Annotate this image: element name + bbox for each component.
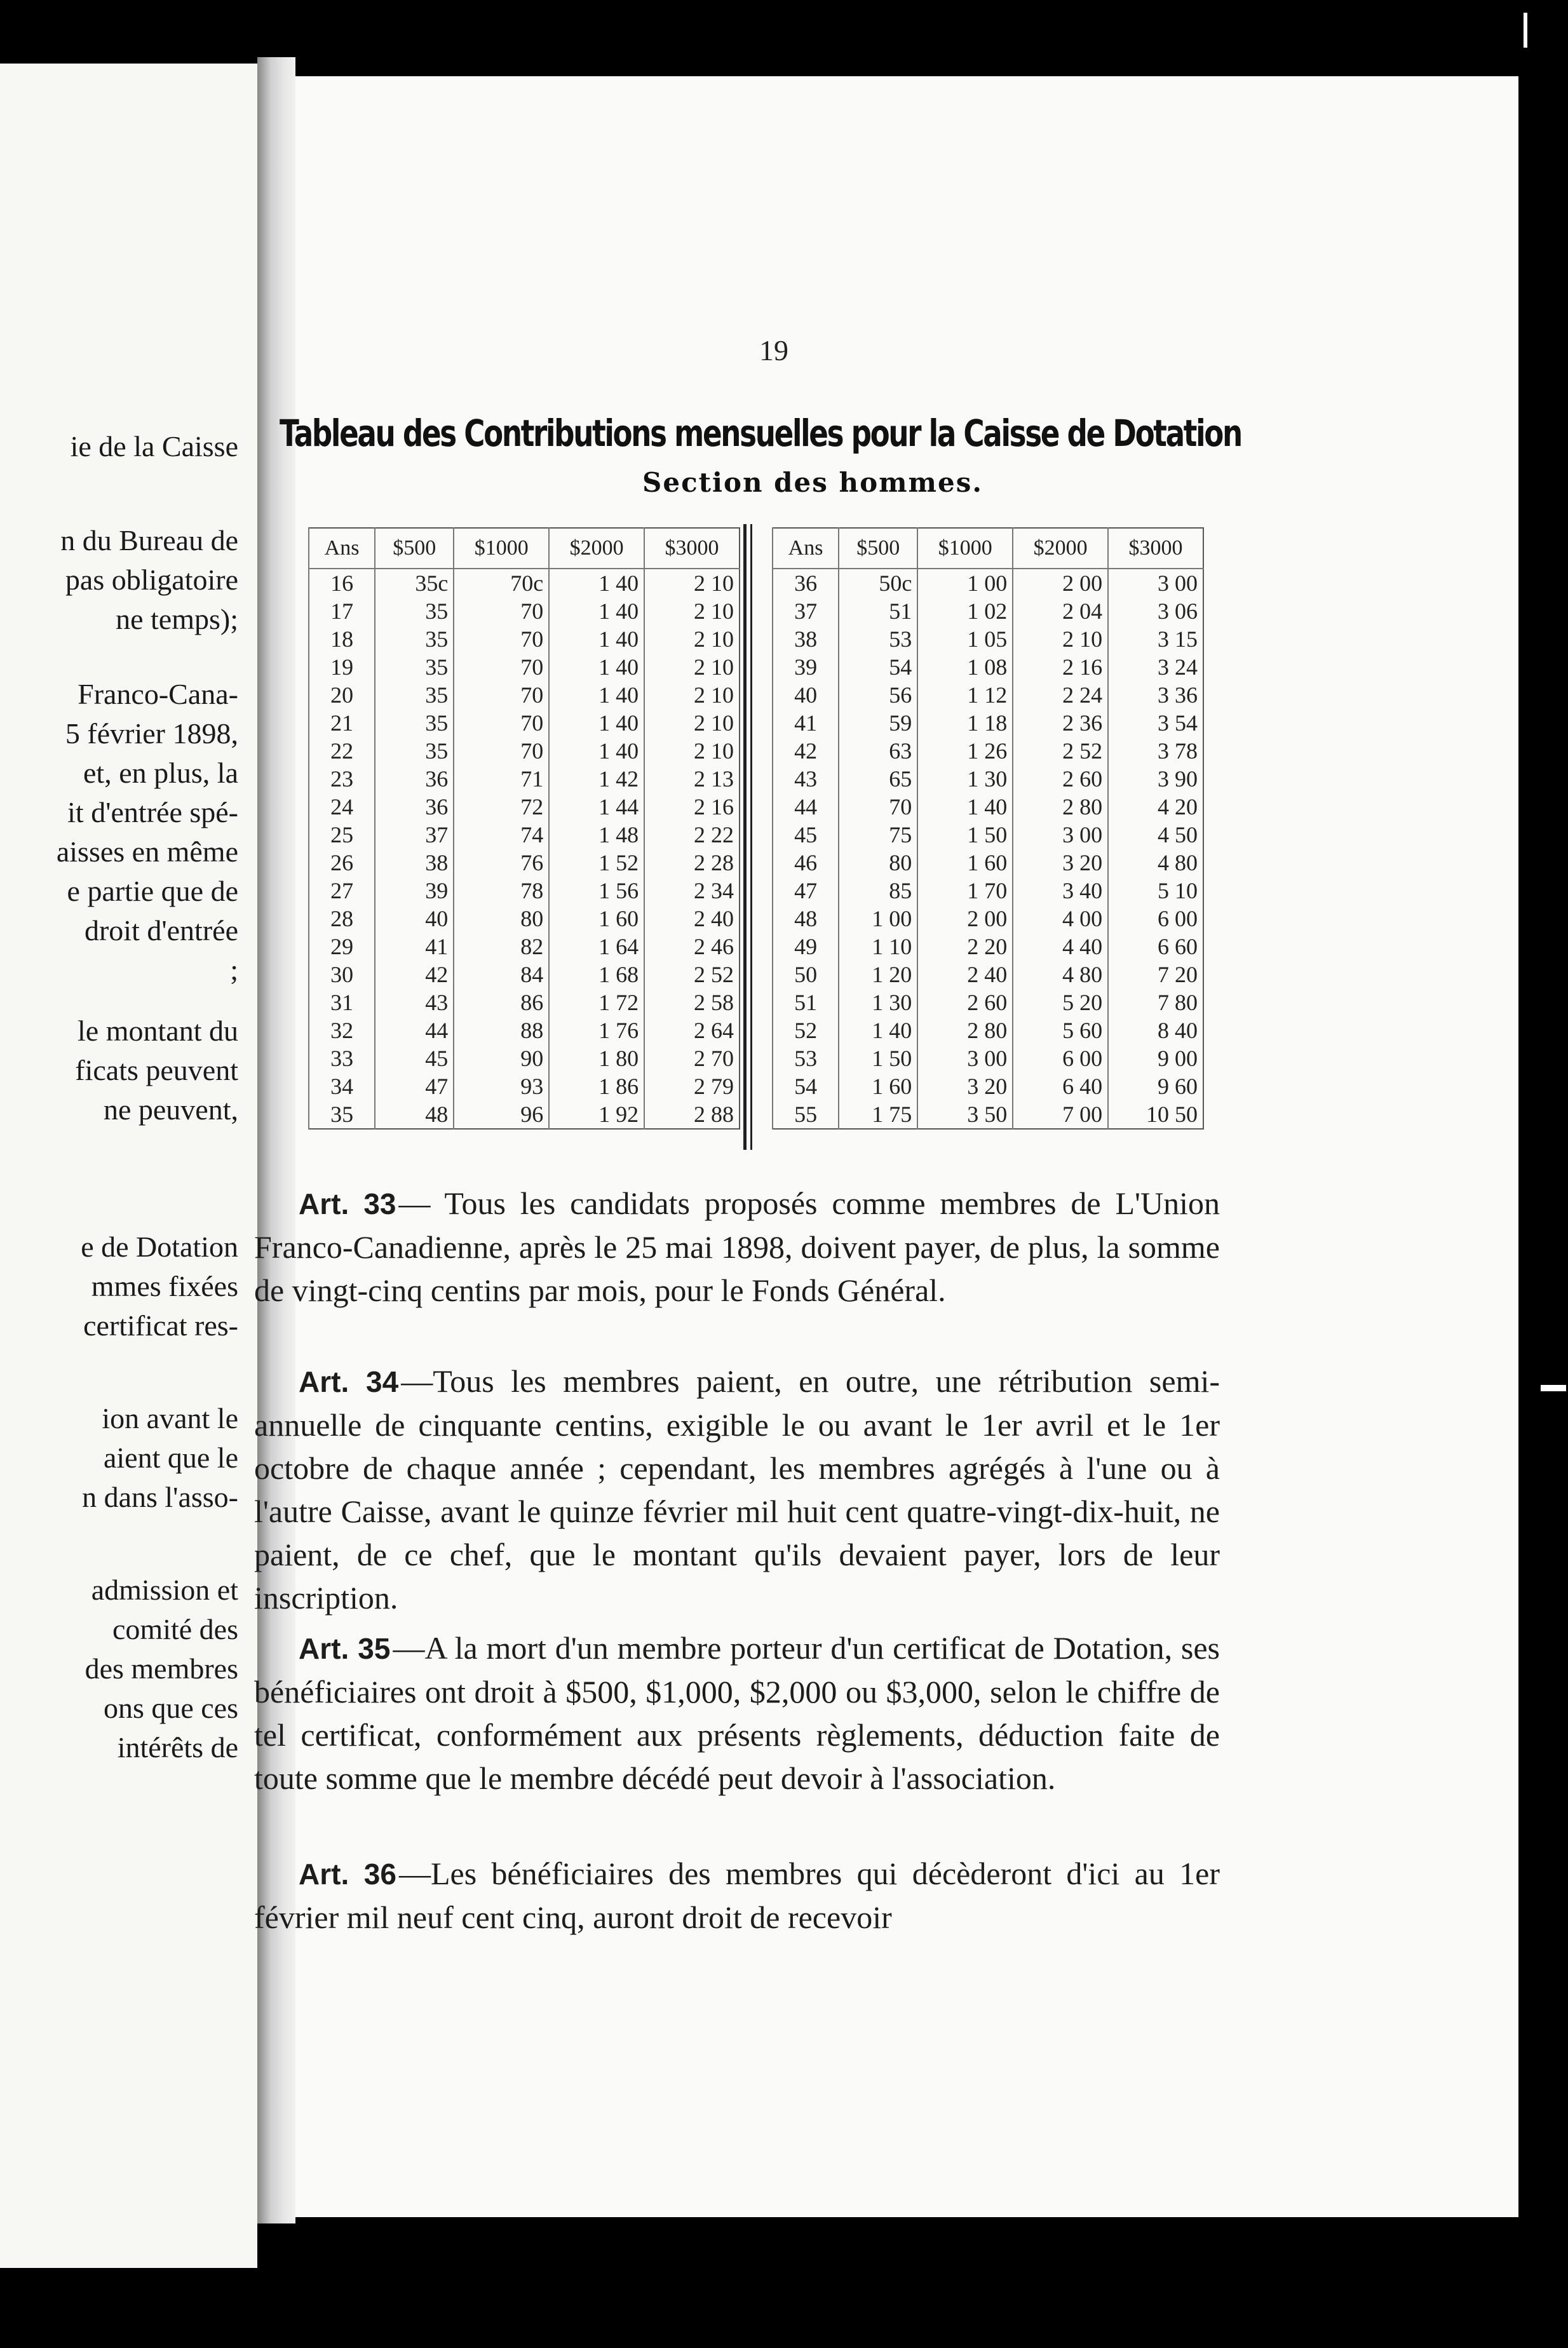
age-cell: 54: [773, 1072, 839, 1100]
contribution-cell: 3 20: [917, 1072, 1013, 1100]
table-row: [773, 681, 1203, 709]
contribution-cell: 72: [454, 793, 549, 821]
contribution-cell: 40: [375, 905, 454, 933]
contribution-cell: 35: [375, 737, 454, 765]
contribution-cell: 3 15: [1108, 625, 1203, 653]
table-row: [773, 961, 1203, 988]
contribution-cell: 56: [839, 681, 917, 709]
column-header-500: $500: [375, 528, 454, 569]
contributions-table-right: [772, 527, 1204, 1130]
age-cell: 43: [773, 765, 839, 793]
contribution-cell: 43: [375, 988, 454, 1016]
left-line: mmes fixées: [91, 1270, 238, 1302]
age-cell: 22: [309, 737, 375, 765]
column-header-age: Ans: [773, 528, 839, 569]
contribution-cell: 2 22: [644, 821, 740, 849]
contribution-cell: 70: [454, 597, 549, 625]
contribution-cell: 1 92: [549, 1100, 644, 1129]
left-line: ie de la Caisse: [70, 430, 238, 462]
table-row: [773, 765, 1203, 793]
contribution-cell: 38: [375, 849, 454, 877]
age-cell: 18: [309, 625, 375, 653]
table-row: [773, 1044, 1203, 1072]
age-cell: 28: [309, 905, 375, 933]
contribution-cell: 2 88: [644, 1100, 740, 1129]
contribution-cell: 88: [454, 1016, 549, 1044]
article-text: —A la mort d'un membre porteur d'un certificat de Dotation, ses bénéficiaires ont droit à $500, $1,000, $2,000 ou $3,000, selon le chiffre de tel certificat, conformément aux présents règlements, déduction faite de toute somme que le membre décédé peut devoir à l'association.: [254, 1630, 1220, 1796]
age-cell: 36: [773, 569, 839, 597]
contribution-cell: 3 24: [1108, 653, 1203, 681]
article-33: [254, 1182, 1220, 1312]
age-cell: 27: [309, 877, 375, 905]
contribution-cell: 70: [839, 793, 917, 821]
left-page-fragment: [0, 64, 257, 2268]
table-row: [309, 681, 740, 709]
column-header-3000: $3000: [1108, 528, 1203, 569]
age-cell: 25: [309, 821, 375, 849]
contribution-cell: 1 30: [839, 988, 917, 1016]
table-row: [309, 709, 740, 737]
article-text: — Tous les candidats proposés comme membres de L'Union Franco-Canadienne, après le 25 mai 1898, doivent payer, de plus, la somme de vingt-cinq centins par mois, pour le Fonds Général.: [254, 1185, 1220, 1308]
contribution-cell: 78: [454, 877, 549, 905]
contribution-cell: 1 40: [549, 709, 644, 737]
contribution-cell: 80: [839, 849, 917, 877]
left-line: ne temps);: [116, 603, 238, 635]
contribution-cell: 8 40: [1108, 1016, 1203, 1044]
contribution-cell: 1 12: [917, 681, 1013, 709]
age-cell: 55: [773, 1100, 839, 1129]
contribution-cell: 86: [454, 988, 549, 1016]
table-row: [309, 933, 740, 961]
contribution-cell: 6 00: [1013, 1044, 1108, 1072]
contribution-cell: 1 56: [549, 877, 644, 905]
contribution-cell: 1 76: [549, 1016, 644, 1044]
table-header-row: [773, 528, 1203, 569]
left-line: e partie que de: [67, 875, 238, 907]
article-text: —Tous les membres paient, en outre, une rétribution semi-annuelle de cinquante centins, exigible le ou avant le 1er avril et le 1er octobre de chaque année ; cependant, les membres agrégés à l'une ou à l'autre Caisse, avant le quinze février mil huit cent quatre-vingt-dix-huit, ne paient, de ce chef, que le montant qu'ils devaient payer, lors de leur inscription.: [254, 1363, 1220, 1616]
age-cell: 31: [309, 988, 375, 1016]
left-line: ;: [230, 954, 238, 986]
contribution-cell: 70: [454, 737, 549, 765]
left-line: pas obligatoire: [65, 563, 238, 596]
age-cell: 51: [773, 988, 839, 1016]
contribution-cell: 53: [839, 625, 917, 653]
age-cell: 26: [309, 849, 375, 877]
contribution-cell: 1 02: [917, 597, 1013, 625]
article-35: [254, 1626, 1220, 1800]
contribution-cell: 2 40: [644, 905, 740, 933]
left-line: e de Dotation: [81, 1231, 238, 1263]
contribution-cell: 3 90: [1108, 765, 1203, 793]
contribution-cell: 85: [839, 877, 917, 905]
contribution-cell: 3 54: [1108, 709, 1203, 737]
contribution-cell: 2 10: [644, 681, 740, 709]
contribution-cell: 6 00: [1108, 905, 1203, 933]
contribution-cell: 7 20: [1108, 961, 1203, 988]
age-cell: 52: [773, 1016, 839, 1044]
contribution-cell: 3 00: [1108, 569, 1203, 597]
contribution-cell: 3 20: [1013, 849, 1108, 877]
contribution-cell: 1 60: [917, 849, 1013, 877]
age-cell: 35: [309, 1100, 375, 1129]
contribution-cell: 1 80: [549, 1044, 644, 1072]
contribution-cell: 4 00: [1013, 905, 1108, 933]
table-row: [309, 849, 740, 877]
age-cell: 23: [309, 765, 375, 793]
contribution-cell: 35: [375, 709, 454, 737]
contribution-cell: 1 20: [839, 961, 917, 988]
contribution-cell: 96: [454, 1100, 549, 1129]
contribution-cell: 93: [454, 1072, 549, 1100]
age-cell: 17: [309, 597, 375, 625]
age-cell: 50: [773, 961, 839, 988]
table-row: [773, 933, 1203, 961]
contribution-cell: 2 28: [644, 849, 740, 877]
contribution-cell: 70: [454, 681, 549, 709]
left-line: ion avant le: [102, 1402, 238, 1434]
contribution-cell: 70: [454, 625, 549, 653]
contribution-cell: 45: [375, 1044, 454, 1072]
contribution-cell: 47: [375, 1072, 454, 1100]
age-cell: 40: [773, 681, 839, 709]
age-cell: 41: [773, 709, 839, 737]
age-cell: 16: [309, 569, 375, 597]
contribution-cell: 2 24: [1013, 681, 1108, 709]
contribution-cell: 1 40: [917, 793, 1013, 821]
table-row: [773, 625, 1203, 653]
age-cell: 24: [309, 793, 375, 821]
left-line: n dans l'asso-: [82, 1481, 238, 1513]
table-row: [309, 1100, 740, 1129]
age-cell: 53: [773, 1044, 839, 1072]
contribution-cell: 2 60: [1013, 765, 1108, 793]
contribution-cell: 42: [375, 961, 454, 988]
table-row: [773, 905, 1203, 933]
contribution-cell: 2 20: [917, 933, 1013, 961]
contribution-cell: 50c: [839, 569, 917, 597]
table-subtitle: Section des hommes.: [642, 467, 983, 498]
table-row: [773, 1016, 1203, 1044]
table-row: [773, 653, 1203, 681]
contribution-cell: 7 00: [1013, 1100, 1108, 1129]
contribution-cell: 41: [375, 933, 454, 961]
column-header-1000: $1000: [454, 528, 549, 569]
contribution-cell: 82: [454, 933, 549, 961]
contribution-cell: 65: [839, 765, 917, 793]
contribution-cell: 2 36: [1013, 709, 1108, 737]
contribution-cell: 1 40: [549, 681, 644, 709]
contribution-cell: 74: [454, 821, 549, 849]
left-line: aisses en même: [56, 835, 238, 868]
age-cell: 32: [309, 1016, 375, 1044]
column-header-3000: $3000: [644, 528, 740, 569]
contribution-cell: 2 00: [917, 905, 1013, 933]
contribution-cell: 1 05: [917, 625, 1013, 653]
contribution-cell: 1 60: [839, 1072, 917, 1100]
left-line: 5 février 1898,: [65, 717, 238, 750]
table-row: [773, 849, 1203, 877]
left-line: ficats peuvent: [75, 1054, 238, 1086]
contribution-cell: 54: [839, 653, 917, 681]
contribution-cell: 1 60: [549, 905, 644, 933]
age-cell: 47: [773, 877, 839, 905]
contribution-cell: 1 00: [917, 569, 1013, 597]
contribution-cell: 2 04: [1013, 597, 1108, 625]
contribution-cell: 1 50: [839, 1044, 917, 1072]
table-row: [773, 988, 1203, 1016]
table-row: [773, 737, 1203, 765]
table-row: [309, 905, 740, 933]
contribution-cell: 36: [375, 793, 454, 821]
table-row: [773, 793, 1203, 821]
age-cell: 19: [309, 653, 375, 681]
contribution-cell: 1 72: [549, 988, 644, 1016]
contribution-cell: 3 06: [1108, 597, 1203, 625]
table-row: [309, 625, 740, 653]
table-header-row: [309, 528, 740, 569]
contribution-cell: 44: [375, 1016, 454, 1044]
contribution-cell: 2 10: [644, 625, 740, 653]
contribution-cell: 5 20: [1013, 988, 1108, 1016]
contribution-cell: 3 36: [1108, 681, 1203, 709]
left-line: le montant du: [78, 1015, 238, 1047]
left-line: droit d'entrée: [84, 914, 238, 947]
contribution-cell: 3 00: [917, 1044, 1013, 1072]
contribution-cell: 1 42: [549, 765, 644, 793]
contribution-cell: 76: [454, 849, 549, 877]
column-header-1000: $1000: [917, 528, 1013, 569]
left-line: certificat res-: [83, 1309, 238, 1342]
left-line: Franco-Cana-: [78, 678, 238, 710]
age-cell: 38: [773, 625, 839, 653]
table-row: [309, 961, 740, 988]
table-row: [773, 597, 1203, 625]
contribution-cell: 9 60: [1108, 1072, 1203, 1100]
contribution-cell: 10 50: [1108, 1100, 1203, 1129]
contribution-cell: 70: [454, 653, 549, 681]
contribution-cell: 1 08: [917, 653, 1013, 681]
article-label: Art. 33: [299, 1187, 396, 1220]
contribution-cell: 3 40: [1013, 877, 1108, 905]
age-cell: 48: [773, 905, 839, 933]
age-cell: 34: [309, 1072, 375, 1100]
left-line: intérêts de: [117, 1731, 238, 1764]
contribution-cell: 2 10: [1013, 625, 1108, 653]
contribution-cell: 3 78: [1108, 737, 1203, 765]
contribution-cell: 4 20: [1108, 793, 1203, 821]
contribution-cell: 2 46: [644, 933, 740, 961]
contribution-cell: 1 18: [917, 709, 1013, 737]
contribution-cell: 2 10: [644, 653, 740, 681]
contribution-cell: 2 58: [644, 988, 740, 1016]
age-cell: 21: [309, 709, 375, 737]
contribution-cell: 39: [375, 877, 454, 905]
contribution-cell: 1 10: [839, 933, 917, 961]
contribution-cell: 71: [454, 765, 549, 793]
contribution-cell: 90: [454, 1044, 549, 1072]
contribution-cell: 1 40: [549, 569, 644, 597]
left-line: n du Bureau de: [60, 524, 238, 557]
table-row: [309, 877, 740, 905]
contribution-cell: 1 50: [917, 821, 1013, 849]
age-cell: 45: [773, 821, 839, 849]
contribution-cell: 1 00: [839, 905, 917, 933]
page-number: 19: [759, 334, 788, 367]
contribution-cell: 5 10: [1108, 877, 1203, 905]
left-line: comité des: [112, 1613, 238, 1645]
table-row: [309, 988, 740, 1016]
left-line: aient que le: [103, 1441, 238, 1474]
left-line: des membres: [84, 1652, 238, 1685]
table-row: [773, 1072, 1203, 1100]
contribution-cell: 2 79: [644, 1072, 740, 1100]
table-row: [309, 793, 740, 821]
contribution-cell: 80: [454, 905, 549, 933]
contribution-cell: 36: [375, 765, 454, 793]
contribution-cell: 37: [375, 821, 454, 849]
table-row: [309, 1044, 740, 1072]
contribution-cell: 35: [375, 625, 454, 653]
contribution-cell: 9 00: [1108, 1044, 1203, 1072]
article-34: [254, 1360, 1220, 1619]
contribution-cell: 51: [839, 597, 917, 625]
table-row: [309, 821, 740, 849]
contribution-cell: 5 60: [1013, 1016, 1108, 1044]
contribution-cell: 1 26: [917, 737, 1013, 765]
contribution-cell: 2 52: [1013, 737, 1108, 765]
contribution-cell: 1 40: [839, 1016, 917, 1044]
article-label: Art. 34: [299, 1365, 399, 1398]
contribution-cell: 2 80: [1013, 793, 1108, 821]
age-cell: 46: [773, 849, 839, 877]
contribution-cell: 4 50: [1108, 821, 1203, 849]
contribution-cell: 4 80: [1013, 961, 1108, 988]
left-line: et, en plus, la: [83, 757, 238, 789]
contribution-cell: 75: [839, 821, 917, 849]
contribution-cell: 7 80: [1108, 988, 1203, 1016]
contribution-cell: 2 52: [644, 961, 740, 988]
contribution-cell: 1 70: [917, 877, 1013, 905]
scan-mark: [1524, 13, 1527, 48]
table-row: [773, 821, 1203, 849]
contribution-cell: 35: [375, 597, 454, 625]
contribution-cell: 1 40: [549, 597, 644, 625]
contribution-cell: 4 80: [1108, 849, 1203, 877]
table-row: [773, 569, 1203, 597]
contributions-table-left: [308, 527, 740, 1130]
table-row: [309, 737, 740, 765]
contribution-cell: 48: [375, 1100, 454, 1129]
left-line: admission et: [91, 1574, 238, 1606]
scan-mark: [1541, 1385, 1566, 1391]
age-cell: 33: [309, 1044, 375, 1072]
contribution-cell: 6 60: [1108, 933, 1203, 961]
age-cell: 20: [309, 681, 375, 709]
column-header-2000: $2000: [1013, 528, 1108, 569]
contribution-cell: 2 70: [644, 1044, 740, 1072]
article-label: Art. 35: [299, 1632, 391, 1665]
contribution-cell: 1 40: [549, 653, 644, 681]
article-text: —Les bénéficiaires des membres qui décèderont d'ici au 1er février mil neuf cent cinq, auront droit de recevoir: [254, 1856, 1220, 1935]
contribution-cell: 84: [454, 961, 549, 988]
age-cell: 49: [773, 933, 839, 961]
table-row: [773, 1100, 1203, 1129]
contribution-cell: 2 80: [917, 1016, 1013, 1044]
contribution-cell: 2 40: [917, 961, 1013, 988]
contribution-cell: 1 30: [917, 765, 1013, 793]
column-header-2000: $2000: [549, 528, 644, 569]
contribution-cell: 2 13: [644, 765, 740, 793]
table-row: [773, 877, 1203, 905]
contribution-cell: 1 44: [549, 793, 644, 821]
column-header-500: $500: [839, 528, 917, 569]
contribution-cell: 1 40: [549, 625, 644, 653]
age-cell: 29: [309, 933, 375, 961]
contribution-cell: 1 75: [839, 1100, 917, 1129]
contribution-cell: 2 16: [1013, 653, 1108, 681]
contribution-cell: 63: [839, 737, 917, 765]
contribution-cell: 35: [375, 653, 454, 681]
contribution-cell: 2 10: [644, 597, 740, 625]
contribution-cell: 1 52: [549, 849, 644, 877]
age-cell: 37: [773, 597, 839, 625]
left-line: ons que ces: [103, 1692, 238, 1724]
contribution-cell: 1 86: [549, 1072, 644, 1100]
contribution-cell: 3 50: [917, 1100, 1013, 1129]
age-cell: 44: [773, 793, 839, 821]
article-label: Art. 36: [299, 1858, 396, 1891]
age-cell: 42: [773, 737, 839, 765]
contribution-cell: 2 64: [644, 1016, 740, 1044]
contribution-cell: 35: [375, 681, 454, 709]
contribution-cell: 2 10: [644, 569, 740, 597]
table-title: Tableau des Contributions mensuelles pour la Caisse de Dotation: [280, 412, 1241, 455]
contribution-cell: 3 00: [1013, 821, 1108, 849]
table-row: [309, 765, 740, 793]
table-row: [309, 1016, 740, 1044]
contribution-cell: 4 40: [1013, 933, 1108, 961]
age-cell: 30: [309, 961, 375, 988]
left-line: it d'entrée spé-: [67, 796, 238, 828]
table-row: [773, 709, 1203, 737]
left-line: ne peuvent,: [103, 1093, 238, 1126]
contribution-cell: 2 00: [1013, 569, 1108, 597]
contribution-cell: 35c: [375, 569, 454, 597]
contribution-cell: 1 40: [549, 737, 644, 765]
contribution-cell: 2 60: [917, 988, 1013, 1016]
table-row: [309, 1072, 740, 1100]
contribution-cell: 2 10: [644, 709, 740, 737]
table-row: [309, 653, 740, 681]
contribution-cell: 2 34: [644, 877, 740, 905]
table-row: [309, 597, 740, 625]
table-row: [309, 569, 740, 597]
contribution-cell: 6 40: [1013, 1072, 1108, 1100]
contribution-cell: 70: [454, 709, 549, 737]
contribution-cell: 2 16: [644, 793, 740, 821]
table-divider: [743, 524, 752, 1150]
age-cell: 39: [773, 653, 839, 681]
contribution-cell: 70c: [454, 569, 549, 597]
contribution-cell: 1 64: [549, 933, 644, 961]
contribution-cell: 1 68: [549, 961, 644, 988]
contribution-cell: 1 48: [549, 821, 644, 849]
contribution-cell: 59: [839, 709, 917, 737]
column-header-age: Ans: [309, 528, 375, 569]
article-36: [254, 1852, 1220, 1939]
contribution-cell: 2 10: [644, 737, 740, 765]
